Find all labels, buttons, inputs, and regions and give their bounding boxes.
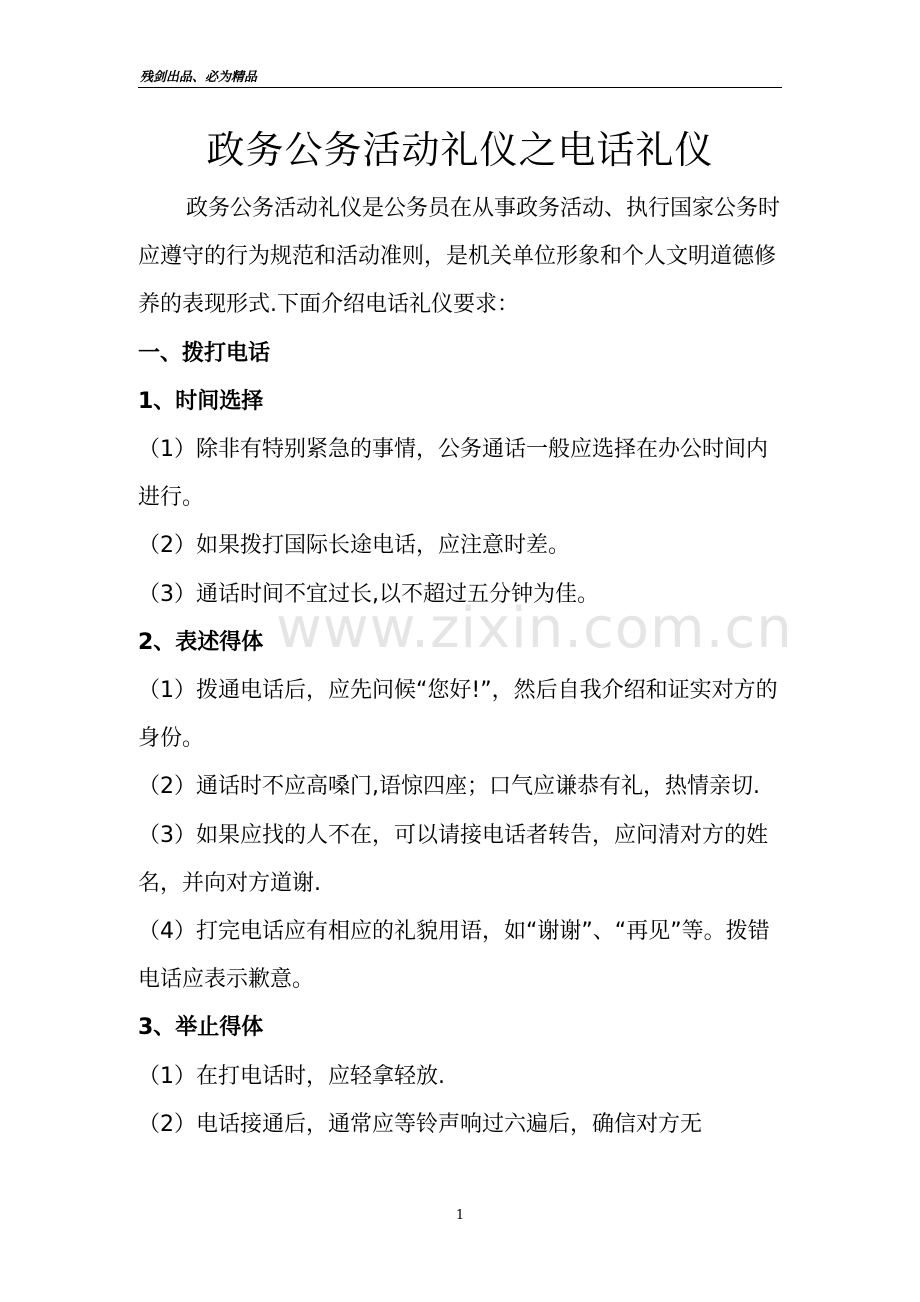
section-heading: 一、拨打电话 <box>138 340 271 366</box>
header-divider <box>138 87 782 88</box>
intro-paragraph: 政务公务活动礼仪是公务员在从事政务活动、执行国家公务时应遵守的行为规范和活动准则，是机关单位形象和个人文明道德修养的表现形式.下面介绍电话礼仪要求： <box>138 196 781 318</box>
list-item: （3）如果应找的人不在，可以请接电话者转告，应问清对方的姓名，并向对方道谢. <box>138 822 768 896</box>
list-item: （2）如果拨打国际长途电话，应注意时差。 <box>138 533 570 559</box>
list-item: （2）通话时不应高嗓门,语惊四座；口气应谦恭有礼，热情亲切. <box>138 774 760 800</box>
subsection-heading: 2、表述得体 <box>138 629 264 655</box>
list-item: （3）通话时间不宜过长,以不超过五分钟为佳。 <box>138 581 599 607</box>
subsection-heading: 3、举止得体 <box>138 1015 264 1041</box>
document-body <box>138 185 782 1149</box>
list-item: （1）除非有特别紧急的事情，公务通话一般应选择在办公时间内进行。 <box>138 437 768 511</box>
subsection-heading: 1、时间选择 <box>138 388 264 414</box>
list-item: （1）在打电话时，应轻拿轻放. <box>138 1063 445 1089</box>
watermark: www.zixin.com.cn <box>276 596 793 661</box>
list-item: （4）打完电话应有相应的礼貌用语，如“谢谢”、“再见”等。拨错电话应表示歉意。 <box>138 919 770 993</box>
header-note: 残剑出品、必为精品 <box>140 70 258 85</box>
list-item: （2）电话接通后，通常应等铃声响过六遍后，确信对方无 <box>138 1111 702 1137</box>
page-title: 政务公务活动礼仪之电话礼仪 <box>206 128 714 172</box>
list-item: （1）拨通电话后，应先问候“您好!”，然后自我介绍和证实对方的身份。 <box>138 678 778 752</box>
page-number: 1 <box>455 1208 465 1223</box>
